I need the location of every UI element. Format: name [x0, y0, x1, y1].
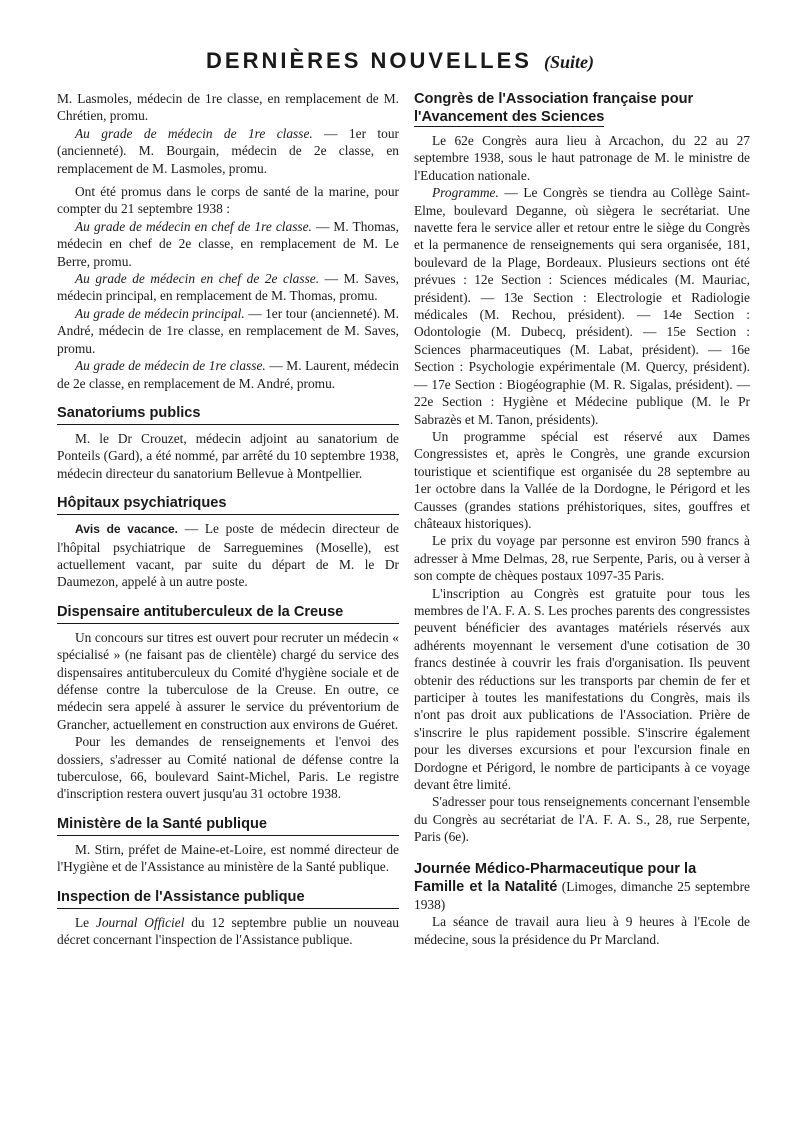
paragraph: Avis de vacance. — Le poste de médecin directeur de l'hôpital psychiatrique de Sarreguemines (Moselle), est actuellement vacant, par suite du départ de M. le Dr Daumezon, appelé à un autre poste. — [57, 521, 399, 590]
paragraph: Au grade de médecin de 1re classe. — M. Laurent, médecin de 2e classe, en remplacement de M. André, promu. — [57, 358, 399, 391]
paragraph: L'inscription au Congrès est gratuite pour tous les membres de l'A. F. A. S. Les proches parents des congressistes peuvent bénéficier des avantages matériels réservés aux adhérents moyennant le versement d'une cotisation de 30 francs destinée à couvrir les frais d'organisation. Ils peuvent obtenir des réductions sur les transports par chemin de fer et participer à toutes les manifestations du Congrès, mais ils n'ont pas droit aux publications de l'Association. Prière de s'inscrire le plus rapidement possible. S'inscrire également pour les diverses excursions et pour l'excursion finale en Dordogne et Périgord, le nombre de participants à ce voyage devant être limité. — [414, 585, 750, 793]
paragraph: Un programme spécial est réservé aux Dames Congressistes et, après le Congrès, une grande excursion touristique et scientifique est organisée du 28 septembre au 1er octobre dans la Vallée de la Dordogne, le Périgord et les Causses (grandes stations préhistoriques, sites, gouffres et châteaux historiques). — [414, 428, 750, 531]
paragraph: M. Stirn, préfet de Maine-et-Loire, est nommé directeur de l'Hygiène et de l'Assistance au ministère de la Santé publique. — [57, 841, 399, 875]
page-title-suite: (Suite) — [543, 52, 594, 72]
grade-label: Au grade de médecin en chef de 2e classe. — [75, 271, 320, 287]
section-heading-congres: Congrès de l'Association française pour — [414, 91, 694, 107]
paragraph: Ont été promus dans le corps de santé de la marine, pour compter du 21 septembre 1938 : — [57, 184, 399, 217]
journee-subtitle: Famille et la Natalité (Limoges, dimanche 25 septembre 1938) — [414, 878, 750, 913]
grade-label: Au grade de médecin de 1re classe. — [75, 125, 313, 141]
paragraph: La séance de travail aura lieu à 9 heures à l'Ecole de médecine, sous la présidence du Pr Marcland. — [414, 914, 750, 947]
section-heading-congres-line2: l'Avancement des Sciences — [414, 109, 605, 125]
avis-label: Avis de vacance. — [75, 522, 179, 537]
section-heading-sanatoriums: Sanatoriums publics — [57, 404, 399, 425]
paragraph: M. le Dr Crouzet, médecin adjoint au sanatorium de Ponteils (Gard), a été nommé, par arrêté du 10 septembre 1938, médecin directeur du sanatorium Bellevue à Montpellier. — [57, 430, 399, 481]
section-heading-journee-line2: Famille et la Natalité — [414, 878, 558, 895]
paragraph: Programme. — Le Congrès se tiendra au Collège Saint-Elme, boulevard Deganne, où siègera le secrétariat. Une navette fera le service aller et retour entre le siège du Congrès et la permanence de renseignements qui sera organisée, 181, boulevard de la Plage, Bordeaux. Plusieurs sections ont été prévues : 12e Section : Sciences médicales (M. Mauriac, président). — 13e Section : Electrologie et Radiologie médicales (M. Rechou, président). — 14e Section : Odontologie (M. Dubecq, président). — 15e Section : Sciences pharmaceutiques (M. Labat, président). — 16e Section : Psychologie expérimentale (M. Quercy, président). — 17e Section : Biogéographie (M. R. Sigalas, président). — 22e Section : Hygiène et Médecine publique (M. le Pr Sabrazès et M. Tanon, présidents). — [414, 185, 750, 427]
left-column — [57, 90, 399, 948]
section-heading-inspection: Inspection de l'Assistance publique — [57, 888, 399, 909]
grade-label: Au grade de médecin de 1re classe. — [75, 358, 266, 374]
paragraph: Au grade de médecin de 1re classe. — 1er tour (ancienneté). M. Bourgain, médecin de 2e classe, en remplacement de M. Lasmoles, promu. — [57, 125, 399, 176]
paragraph: Au grade de médecin en chef de 2e classe. — M. Saves, médecin principal, en remplacement de M. Thomas, promu. — [57, 271, 399, 304]
paragraph: Pour les demandes de renseignements et l'envoi des dossiers, s'adresser au Comité national de défense contre la tuberculose, 66, boulevard Saint-Michel, Paris. Le registre d'inscription restera ouvert jusqu'au 31 octobre 1938. — [57, 734, 399, 802]
section-heading-ministere: Ministère de la Santé publique — [57, 815, 399, 836]
section-heading-dispensaire: Dispensaire antituberculeux de la Creuse — [57, 603, 399, 624]
paragraph: M. Lasmoles, médecin de 1re classe, en remplacement de M. Chrétien, promu. — [57, 91, 399, 124]
paragraph: Au grade de médecin principal. — 1er tour (ancienneté). M. André, médecin de 1re classe, en remplacement de M. Saves, promu. — [57, 305, 399, 356]
section-heading-journee: Journée Médico-Pharmaceutique pour la — [414, 860, 697, 877]
grade-label: Au grade de médecin en chef de 1re classe. — [75, 218, 312, 234]
programme-label: Programme. — [432, 185, 499, 201]
page-header — [0, 48, 800, 74]
paragraph: Le 62e Congrès aura lieu à Arcachon, du 22 au 27 septembre 1938, sous le haut patronage de M. le ministre de l'Education nationale. — [414, 133, 750, 183]
paragraph: S'adresser pour tous renseignements concernant l'ensemble du Congrès au secrétariat de l'A. F. A. S., 28, rue Serpente, Paris (6e). — [414, 794, 750, 845]
paragraph: Un concours sur titres est ouvert pour recruter un médecin « spécialisé » (ne faisant pas de clientèle) chargé du service des dispensaires antituberculeux du Comité d'hygiène sociale et de défense contre la tuberculose de la Creuse. En outre, ce médecin sera appelé à assurer le service du préventorium de Grancher, actuellement en construction aux environs de Guéret. — [57, 629, 399, 732]
right-column — [414, 90, 750, 948]
journal-name: Journal Officiel — [95, 914, 185, 930]
section-heading-hopitaux: Hôpitaux psychiatriques — [57, 494, 399, 515]
paragraph: Au grade de médecin en chef de 1re classe. — M. Thomas, médecin en chef de 2e classe, en remplacement de M. Le Berre, promu. — [57, 218, 399, 269]
paragraph: Le prix du voyage par personne est environ 590 francs à adresser à Mme Delmas, 28, rue Serpente, Paris, ou à verser à son compte de chèques postaux 1097-35 Paris. — [414, 533, 750, 584]
paragraph: Le Journal Officiel du 12 septembre publie un nouveau décret concernant l'inspection de l'Assistance publique. — [57, 914, 399, 948]
page-title: DERNIÈRES NOUVELLES — [206, 48, 532, 73]
grade-label: Au grade de médecin principal. — [75, 305, 245, 321]
